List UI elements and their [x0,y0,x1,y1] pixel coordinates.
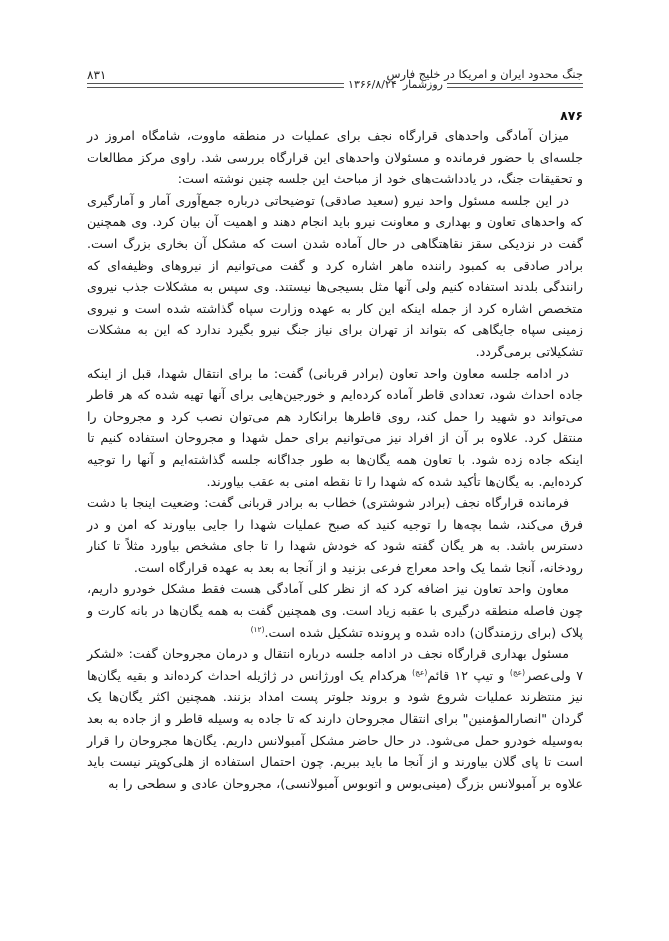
paragraph-5 [87,578,583,643]
paragraph-5-text: معاون واحد تعاون نیز اضافه کرد که از نظر کلی آمادگی هست فقط مشکل خودرو داریم، چون فاصله منطقه درگیری با عقبه زیاد است. وی همچنین گفت به همه یگان‌ها در بانه کارت و پلاک (برای رزمندگان) داده شده و پرونده تشکیل شده است. [87,581,583,640]
document-page [87,66,583,794]
paragraph-6-text-a: مسئول بهداری قرارگاه نجف در ادامه جلسه درباره انتقال و درمان مجروحان گفت: «لشکر ۷ ولی‌عصر [87,646,584,683]
paragraph-3: در ادامه جلسه معاون واحد تعاون (برادر قربانی) گفت: ما برای انتقال شهدا، قبل از اینکه جاده احداث شود، تعدادی قاطر آماده کرده‌ایم و خورجین‌هایی برای آنها تهیه شده که هر قاطر می‌تواند دو شهید را حمل کند، روی قاطرها برانکارد هم می‌توان نصب کرد و مجروحان را منتقل کرد. علاوه بر آن از افراد نیز می‌توانیم برای حمل شهدا و مجروحان استفاده کنیم تا اینکه جاده زده شود. با تعاون همه یگان‌ها به طور جداگانه جلسه گذاشته‌ایم و آنها را توجیه کرده‌ایم. به یگان‌ها تأکید شده که شهدا را تا نقطه امنی به عقب بیاورند. [87,365,583,489]
footnote-reference[interactable]: (۱۲) [250,624,265,634]
paragraph-6-text-c: هرکدام یک اورژانس در ژاژیله احداث کرده‌اند و بقیه یگان‌ها نیز منتظرند عملیات شروع شود و بروند جلوتر پست امداد بزنند. همچنین اکثر یگان‌ها یک گردان "انصارالمؤمنین" برای انتقال مجروحان دارند که تا جاده به وسیله قاطر و از جاده به بعد به‌وسیله خودرو حمل می‌شود. در حال حاضر مشکل آمبولانس داریم. یگان‌ها مجروحان را قرار است تا پای گلان بیاورند و از آنجا ما باید ببریم. چون احتمال استفاده از هلی‌کوپتر نیست باید علاوه بر آمبولانس بزرگ (مینی‌بوس و اتوبوس آمبولانسی)، مجروحان عادی و سطحی را به [87,667,583,791]
honorific-mark: (عج) [412,667,428,677]
page-number: ۸۳۱ [87,68,107,82]
paragraph-4: فرمانده قرارگاه نجف (برادر شوشتری) خطاب به برادر قربانی گفت: وضعیت اینجا با دشت فرق می‌کند، شما بچه‌ها را توجیه کنید که صبح عملیات شهدا را جایی بیاورند که امن و در دسترس باشد. به هر یگان گفته شود که خودش شهدا را تا جای مشخص بیاورد مثلاً تا کنار رودخانه، آنجا شما یک واحد معراج فرعی بزنید و از آنجا به بعد به عهده قرارگاه است. [87,495,583,575]
paragraph-1: میزان آمادگی واحدهای قرارگاه نجف برای عملیات در منطقه ماووت، شامگاه امروز در جلسه‌ای با حضور فرمانده و مسئولان واحدهای این قرارگاه بررسی شد. راوی مرکز مطالعات و تحقیقات جنگ، در یادداشت‌های خود از مباحث این جلسه چنین نوشته است: [87,128,583,187]
paragraph-6-text-b: و تیپ ۱۲ قائم [427,667,510,683]
paragraph-2: در این جلسه مسئول واحد نیرو (سعید صادقی) توضیحاتی درباره جمع‌آوری آمار و آمارگیری که واحدهای تعاون و بهداری و معاونت نیرو باید انجام دهند و اهمیت آن بیان کرد. وی همچنین گفت در نزدیکی سقز نقاهتگاهی در حال آماده شدن است که مشکل آن بخاری بزرگ است. برادر صادقی به کمبود راننده ماهر اشاره کرد و گفت می‌توانیم از نیروهای وظیفه‌ای که رانندگی بلدند استفاده کنیم ولی آنها مثل بسیجی‌ها نیستند. وی سپس به مشکلات جذب نیروی متخصص اشاره کرد از جمله اینکه این کار به عهده وزارت سپاه گذاشته شده است و نیروی زمینی سپاه جایگاهی که بتواند از تهران برای نیاز جنگ نیرو بگیرد ندارد که این به مشکلات تشکیلاتی برمی‌گردد. [87,192,583,359]
entry-number: ۸۷۶ [560,108,583,123]
double-rule-right [447,83,583,88]
book-title: جنگ محدود ایران و امریکا در خلیج فارس [386,67,583,81]
running-header [87,66,583,90]
honorific-mark: (عج) [509,667,526,677]
header-rule [87,79,583,89]
chronology-date [344,79,447,91]
chronology-label: روزشمار [402,78,443,91]
date-value: ۱۳۶۶/۸/۲۴ [348,78,397,91]
double-rule-left [87,83,344,88]
paragraph-6 [87,643,583,794]
